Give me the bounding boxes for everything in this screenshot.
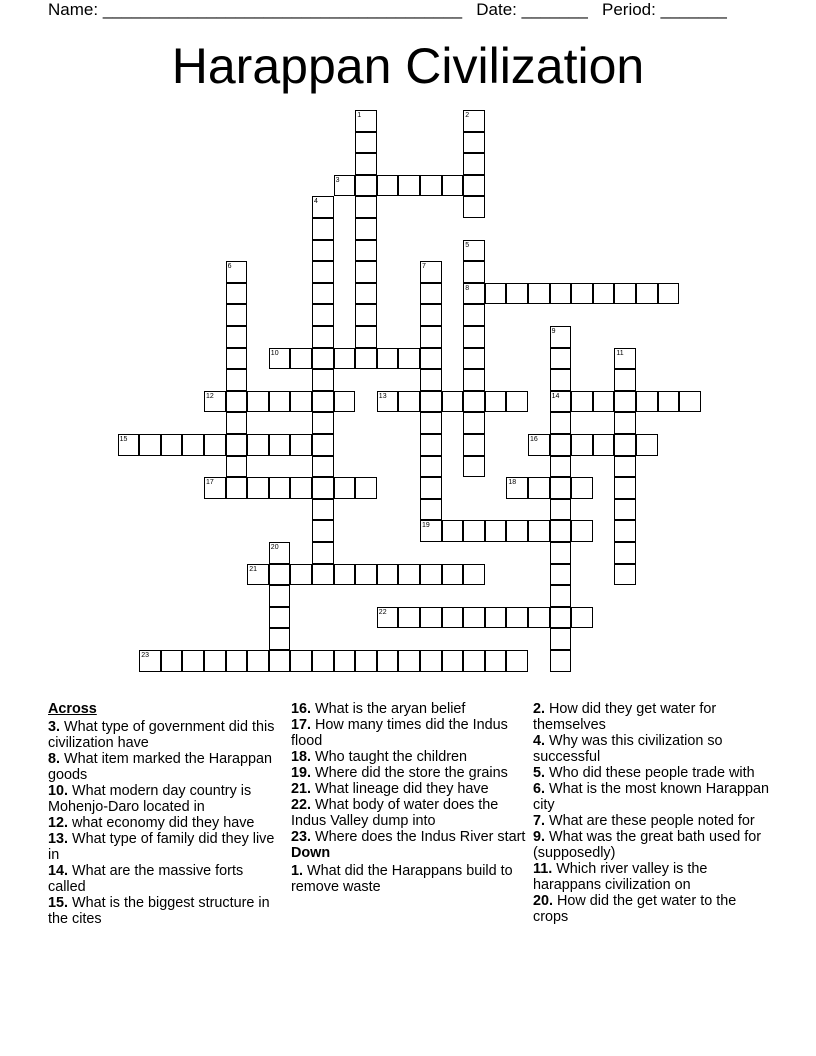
grid-cell[interactable]: [614, 542, 636, 564]
grid-cell[interactable]: [161, 650, 183, 672]
grid-cell[interactable]: [420, 499, 442, 521]
clue-number: 19.: [291, 765, 312, 781]
clue-number: 18.: [291, 749, 312, 765]
grid-cell[interactable]: [312, 391, 334, 413]
grid-cell[interactable]: [312, 542, 334, 564]
grid-cell[interactable]: [463, 348, 485, 370]
clue-item: [533, 861, 769, 893]
grid-cell[interactable]: [614, 412, 636, 434]
grid-cell[interactable]: [355, 175, 377, 197]
grid-cell[interactable]: [636, 283, 658, 305]
grid-cell[interactable]: [571, 477, 593, 499]
grid-cell[interactable]: [334, 650, 356, 672]
clue-number-label: 12: [206, 392, 214, 400]
clue-text: What item marked the Harappan goods: [48, 751, 272, 783]
grid-cell[interactable]: [463, 153, 485, 175]
grid-cell[interactable]: [528, 283, 550, 305]
grid-cell[interactable]: [550, 564, 572, 586]
clue-item: [291, 781, 527, 797]
grid-cell[interactable]: [312, 369, 334, 391]
grid-cell[interactable]: [442, 564, 464, 586]
clue-number-label: 15: [119, 436, 128, 443]
grid-cell[interactable]: [420, 412, 442, 434]
clue-number: 3.: [48, 719, 61, 735]
grid-cell[interactable]: [550, 477, 572, 499]
grid-cell[interactable]: [312, 412, 334, 434]
grid-cell[interactable]: [312, 240, 334, 262]
clue-text: What did the Harappans build to remove waste: [291, 863, 513, 895]
clue-number: 8.: [48, 751, 61, 767]
grid-cell[interactable]: [355, 132, 377, 154]
clue-number-label: 20: [270, 544, 279, 551]
clue-number: 13.: [48, 831, 69, 847]
grid-cell[interactable]: [420, 456, 442, 478]
clue-number-label: 3: [335, 176, 340, 184]
grid-cell[interactable]: [269, 650, 291, 672]
clue-text: How did they get water for themselves: [533, 701, 717, 733]
clue-item: [48, 783, 284, 815]
grid-cell[interactable]: [269, 564, 291, 586]
grid-cell[interactable]: [506, 607, 528, 629]
grid-cell[interactable]: [420, 477, 442, 499]
clue-number: 9.: [533, 829, 546, 845]
grid-cell[interactable]: [420, 434, 442, 456]
clue-number: 12.: [48, 815, 69, 831]
grid-cell[interactable]: [312, 348, 334, 370]
grid-cell[interactable]: [398, 607, 420, 629]
grid-cell[interactable]: [571, 283, 593, 305]
grid-cell[interactable]: [614, 434, 636, 456]
grid-cell[interactable]: [463, 412, 485, 434]
grid-cell[interactable]: [139, 434, 161, 456]
clue-item: [48, 751, 284, 783]
date-blank[interactable]: _______: [521, 0, 588, 19]
grid-cell[interactable]: [463, 564, 485, 586]
grid-cell[interactable]: [420, 175, 442, 197]
grid-cell[interactable]: [550, 456, 572, 478]
grid-cell[interactable]: [398, 564, 420, 586]
clue-list-col2a: [291, 701, 527, 845]
grid-cell[interactable]: [463, 369, 485, 391]
clue-number-label: 18: [508, 479, 517, 487]
grid-cell[interactable]: [355, 304, 377, 326]
grid-cell[interactable]: [593, 434, 615, 456]
grid-cell[interactable]: [463, 456, 485, 478]
grid-cell[interactable]: [398, 650, 420, 672]
grid-cell[interactable]: [485, 607, 507, 629]
grid-cell[interactable]: [614, 520, 636, 542]
grid-cell[interactable]: [312, 218, 334, 240]
grid-cell[interactable]: [269, 585, 291, 607]
clue-item: [533, 781, 769, 813]
clue-number-label: 19: [422, 522, 430, 530]
page-title: Harappan Civilization: [171, 38, 645, 94]
clue-number-label: 16: [530, 436, 538, 443]
grid-cell[interactable]: [636, 391, 658, 413]
grid-cell[interactable]: [614, 564, 636, 586]
grid-cell[interactable]: [614, 499, 636, 521]
grid-cell[interactable]: [571, 391, 593, 413]
clue-text: Why was this civilization so successful: [533, 733, 723, 765]
grid-cell[interactable]: [528, 477, 550, 499]
grid-cell[interactable]: [290, 477, 312, 499]
clue-column-3: [533, 701, 769, 925]
grid-cell[interactable]: [312, 456, 334, 478]
clue-item: [48, 831, 284, 863]
clue-number: 2.: [533, 701, 546, 717]
grid-cell[interactable]: [334, 564, 356, 586]
clue-list-col2b: [291, 863, 527, 895]
grid-cell[interactable]: [658, 391, 680, 413]
clue-number: 6.: [533, 781, 546, 797]
clue-text: What is the biggest structure in the cites: [48, 895, 270, 927]
grid-cell[interactable]: [463, 326, 485, 348]
grid-cell[interactable]: [269, 391, 291, 413]
grid-cell[interactable]: [377, 564, 399, 586]
grid-cell[interactable]: [247, 391, 269, 413]
grid-cell[interactable]: [355, 153, 377, 175]
grid-cell[interactable]: [463, 434, 485, 456]
grid-cell[interactable]: [550, 650, 572, 672]
grid-cell[interactable]: [355, 564, 377, 586]
clue-item: [291, 829, 527, 845]
grid-cell[interactable]: [377, 175, 399, 197]
grid-cell[interactable]: [334, 477, 356, 499]
period-label: Period:: [602, 0, 656, 19]
grid-cell[interactable]: [204, 434, 226, 456]
clue-number: 5.: [533, 765, 546, 781]
clue-text: What modern day country is Mohenjo-Daro located in: [48, 783, 252, 815]
clue-number-label: 14: [551, 392, 560, 400]
clue-column-2: [291, 701, 527, 895]
clue-item: [291, 749, 527, 765]
grid-cell[interactable]: [247, 434, 269, 456]
grid-cell[interactable]: [550, 628, 572, 650]
grid-cell[interactable]: [463, 607, 485, 629]
grid-cell[interactable]: [571, 434, 593, 456]
grid-cell[interactable]: [485, 283, 507, 305]
clue-number-label: 5: [465, 241, 470, 249]
grid-cell[interactable]: [442, 175, 464, 197]
clue-item: [291, 765, 527, 781]
grid-cell[interactable]: [182, 434, 204, 456]
clue-number: 16.: [291, 701, 312, 717]
grid-cell[interactable]: [204, 650, 226, 672]
clue-number: 7.: [533, 813, 546, 829]
grid-cell[interactable]: [420, 304, 442, 326]
grid-cell[interactable]: [485, 520, 507, 542]
grid-cell[interactable]: [312, 520, 334, 542]
clue-number: 4.: [533, 733, 546, 749]
clue-number-label: 7: [422, 263, 426, 271]
grid-cell[interactable]: [463, 650, 485, 672]
clue-item: [291, 863, 527, 895]
grid-cell[interactable]: [355, 240, 377, 262]
clue-item: [48, 895, 284, 927]
clue-text: What lineage did they have: [311, 781, 489, 797]
clue-text: What are the massive forts called: [48, 863, 244, 895]
clue-item: [48, 815, 284, 831]
clue-number: 20.: [533, 893, 554, 909]
clue-number-label: 4: [314, 198, 318, 206]
clue-list-col1: [48, 719, 284, 927]
grid-cell[interactable]: [442, 607, 464, 629]
grid-cell[interactable]: [679, 391, 701, 413]
clue-text: What are these people noted for: [545, 813, 755, 829]
grid-cell[interactable]: [377, 650, 399, 672]
grid-cell[interactable]: [506, 283, 528, 305]
grid-cell[interactable]: [312, 326, 334, 348]
grid-cell[interactable]: [506, 391, 528, 413]
name-blank[interactable]: ______________________________________: [102, 0, 463, 19]
clue-text: what economy did they have: [68, 815, 255, 831]
clue-text: What is the most known Harappan city: [533, 781, 769, 813]
grid-cell[interactable]: [334, 348, 356, 370]
grid-cell[interactable]: [269, 477, 291, 499]
clue-number: 23.: [291, 829, 312, 845]
grid-cell[interactable]: [614, 369, 636, 391]
clue-item: [533, 733, 769, 765]
clue-text: What body of water does the Indus Valley dump into: [291, 797, 499, 829]
grid-cell[interactable]: [550, 369, 572, 391]
clue-number: 1.: [291, 863, 304, 879]
clue-text: What type of family did they live in: [48, 831, 275, 863]
grid-cell[interactable]: [550, 348, 572, 370]
grid-cell[interactable]: [550, 412, 572, 434]
grid-cell[interactable]: [247, 477, 269, 499]
clue-number: 21.: [291, 781, 312, 797]
period-blank[interactable]: _______: [660, 0, 727, 19]
grid-cell[interactable]: [442, 391, 464, 413]
grid-cell[interactable]: [463, 391, 485, 413]
clue-text: Where does the Indus River start: [311, 829, 526, 845]
grid-cell[interactable]: [312, 261, 334, 283]
clue-item: [291, 717, 527, 749]
grid-cell[interactable]: [442, 520, 464, 542]
grid-cell[interactable]: [614, 456, 636, 478]
grid-cell[interactable]: [312, 304, 334, 326]
clue-number-label: 13: [378, 392, 387, 400]
grid-cell[interactable]: [290, 348, 312, 370]
grid-cell[interactable]: [398, 348, 420, 370]
grid-cell[interactable]: [463, 132, 485, 154]
grid-cell[interactable]: [593, 391, 615, 413]
clue-number: 11.: [533, 861, 553, 877]
clue-text: How many times did the Indus flood: [291, 717, 508, 749]
grid-cell[interactable]: [550, 434, 572, 456]
clue-item: [533, 829, 769, 861]
grid-cell[interactable]: [355, 348, 377, 370]
grid-cell[interactable]: [463, 196, 485, 218]
grid-cell[interactable]: [226, 391, 248, 413]
grid-cell[interactable]: [442, 650, 464, 672]
grid-cell[interactable]: [614, 477, 636, 499]
grid-cell[interactable]: [463, 175, 485, 197]
grid-cell[interactable]: [550, 607, 572, 629]
grid-cell[interactable]: [485, 650, 507, 672]
clue-number: 15.: [48, 895, 69, 911]
grid-cell[interactable]: [398, 391, 420, 413]
grid-cell[interactable]: [355, 650, 377, 672]
clue-number-label: 22: [378, 608, 387, 616]
grid-cell[interactable]: [269, 434, 291, 456]
clue-number-label: 1: [357, 112, 362, 119]
grid-cell[interactable]: [355, 218, 377, 240]
grid-cell[interactable]: [528, 607, 550, 629]
grid-cell[interactable]: [226, 326, 248, 348]
across-heading: Across: [48, 701, 97, 717]
clue-text: Which river valley is the harappans civilization on: [533, 861, 708, 893]
grid-cell[interactable]: [355, 261, 377, 283]
grid-cell[interactable]: [398, 175, 420, 197]
clue-item: [48, 719, 284, 751]
grid-cell[interactable]: [226, 348, 248, 370]
clue-item: [291, 701, 527, 717]
clue-number-label: 8: [465, 284, 470, 292]
grid-cell[interactable]: [420, 564, 442, 586]
grid-cell[interactable]: [614, 391, 636, 413]
grid-cell[interactable]: [528, 520, 550, 542]
grid-cell[interactable]: [550, 585, 572, 607]
grid-cell[interactable]: [226, 434, 248, 456]
clue-item: [533, 813, 769, 829]
grid-cell[interactable]: [269, 607, 291, 629]
grid-cell[interactable]: [334, 391, 356, 413]
grid-cell[interactable]: [312, 564, 334, 586]
grid-cell[interactable]: [420, 607, 442, 629]
grid-cell[interactable]: [550, 542, 572, 564]
clue-item: [533, 765, 769, 781]
grid-cell[interactable]: [312, 650, 334, 672]
grid-cell[interactable]: [312, 499, 334, 521]
grid-cell[interactable]: [550, 499, 572, 521]
grid-cell[interactable]: [312, 477, 334, 499]
grid-cell[interactable]: [485, 391, 507, 413]
grid-cell[interactable]: [355, 283, 377, 305]
clue-number: 22.: [291, 797, 312, 813]
grid-cell[interactable]: [377, 348, 399, 370]
grid-cell[interactable]: [290, 650, 312, 672]
grid-cell[interactable]: [420, 283, 442, 305]
grid-cell[interactable]: [463, 261, 485, 283]
grid-cell[interactable]: [290, 564, 312, 586]
clue-list-col3: [533, 701, 769, 925]
grid-cell[interactable]: [226, 477, 248, 499]
grid-cell[interactable]: [420, 650, 442, 672]
clue-number: 14.: [48, 863, 69, 879]
clue-text: What is the aryan belief: [311, 701, 466, 717]
clue-number-label: 17: [206, 479, 214, 487]
clue-item: [533, 701, 769, 733]
grid-cell[interactable]: [506, 520, 528, 542]
grid-cell[interactable]: [506, 650, 528, 672]
grid-cell[interactable]: [571, 607, 593, 629]
clue-number-label: 10: [270, 349, 279, 357]
grid-cell[interactable]: [269, 628, 291, 650]
grid-cell[interactable]: [550, 520, 572, 542]
grid-cell[interactable]: [226, 412, 248, 434]
grid-cell[interactable]: [593, 283, 615, 305]
clue-text: What type of government did this civilization have: [48, 719, 275, 751]
clue-text: Who did these people trade with: [545, 765, 755, 781]
grid-cell[interactable]: [571, 520, 593, 542]
clue-item: [533, 893, 769, 925]
grid-cell[interactable]: [420, 326, 442, 348]
clue-text: How did the get water to the crops: [533, 893, 737, 925]
clue-text: What was the great bath used for (supposedly): [533, 829, 761, 861]
grid-cell[interactable]: [355, 326, 377, 348]
clue-number-label: 6: [227, 263, 232, 271]
grid-cell[interactable]: [312, 434, 334, 456]
clue-text: Who taught the children: [311, 749, 468, 765]
grid-cell[interactable]: [290, 391, 312, 413]
grid-cell[interactable]: [226, 304, 248, 326]
grid-cell[interactable]: [550, 283, 572, 305]
grid-cell[interactable]: [226, 650, 248, 672]
grid-cell[interactable]: [614, 283, 636, 305]
grid-cell[interactable]: [226, 456, 248, 478]
clue-number-label: 2: [465, 112, 470, 119]
grid-cell[interactable]: [182, 650, 204, 672]
header-fields: [48, 0, 727, 20]
grid-cell[interactable]: [420, 348, 442, 370]
grid-cell[interactable]: [463, 520, 485, 542]
grid-cell[interactable]: [463, 304, 485, 326]
grid-cell[interactable]: [355, 477, 377, 499]
clue-number: 10.: [48, 783, 69, 799]
clue-number-label: 21: [249, 565, 257, 573]
grid-cell[interactable]: [290, 434, 312, 456]
grid-cell[interactable]: [312, 283, 334, 305]
clue-column-1: [48, 701, 284, 927]
clue-number-label: 23: [141, 652, 149, 659]
grid-cell[interactable]: [161, 434, 183, 456]
clue-item: [48, 863, 284, 895]
clue-number-label: 11: [616, 349, 624, 357]
grid-cell[interactable]: [247, 650, 269, 672]
clue-text: Where did the store the grains: [311, 765, 508, 781]
down-heading: Down: [291, 845, 331, 861]
clue-number: 17.: [291, 717, 312, 733]
grid-cell[interactable]: [420, 369, 442, 391]
clue-item: [291, 797, 527, 829]
grid-cell[interactable]: [226, 283, 248, 305]
clue-number-label: 9: [551, 328, 556, 335]
grid-cell[interactable]: [355, 196, 377, 218]
date-label: Date:: [476, 0, 517, 19]
grid-cell[interactable]: [420, 391, 442, 413]
grid-cell[interactable]: [226, 369, 248, 391]
grid-cell[interactable]: [636, 434, 658, 456]
grid-cell[interactable]: [658, 283, 680, 305]
name-label: Name:: [48, 0, 99, 19]
